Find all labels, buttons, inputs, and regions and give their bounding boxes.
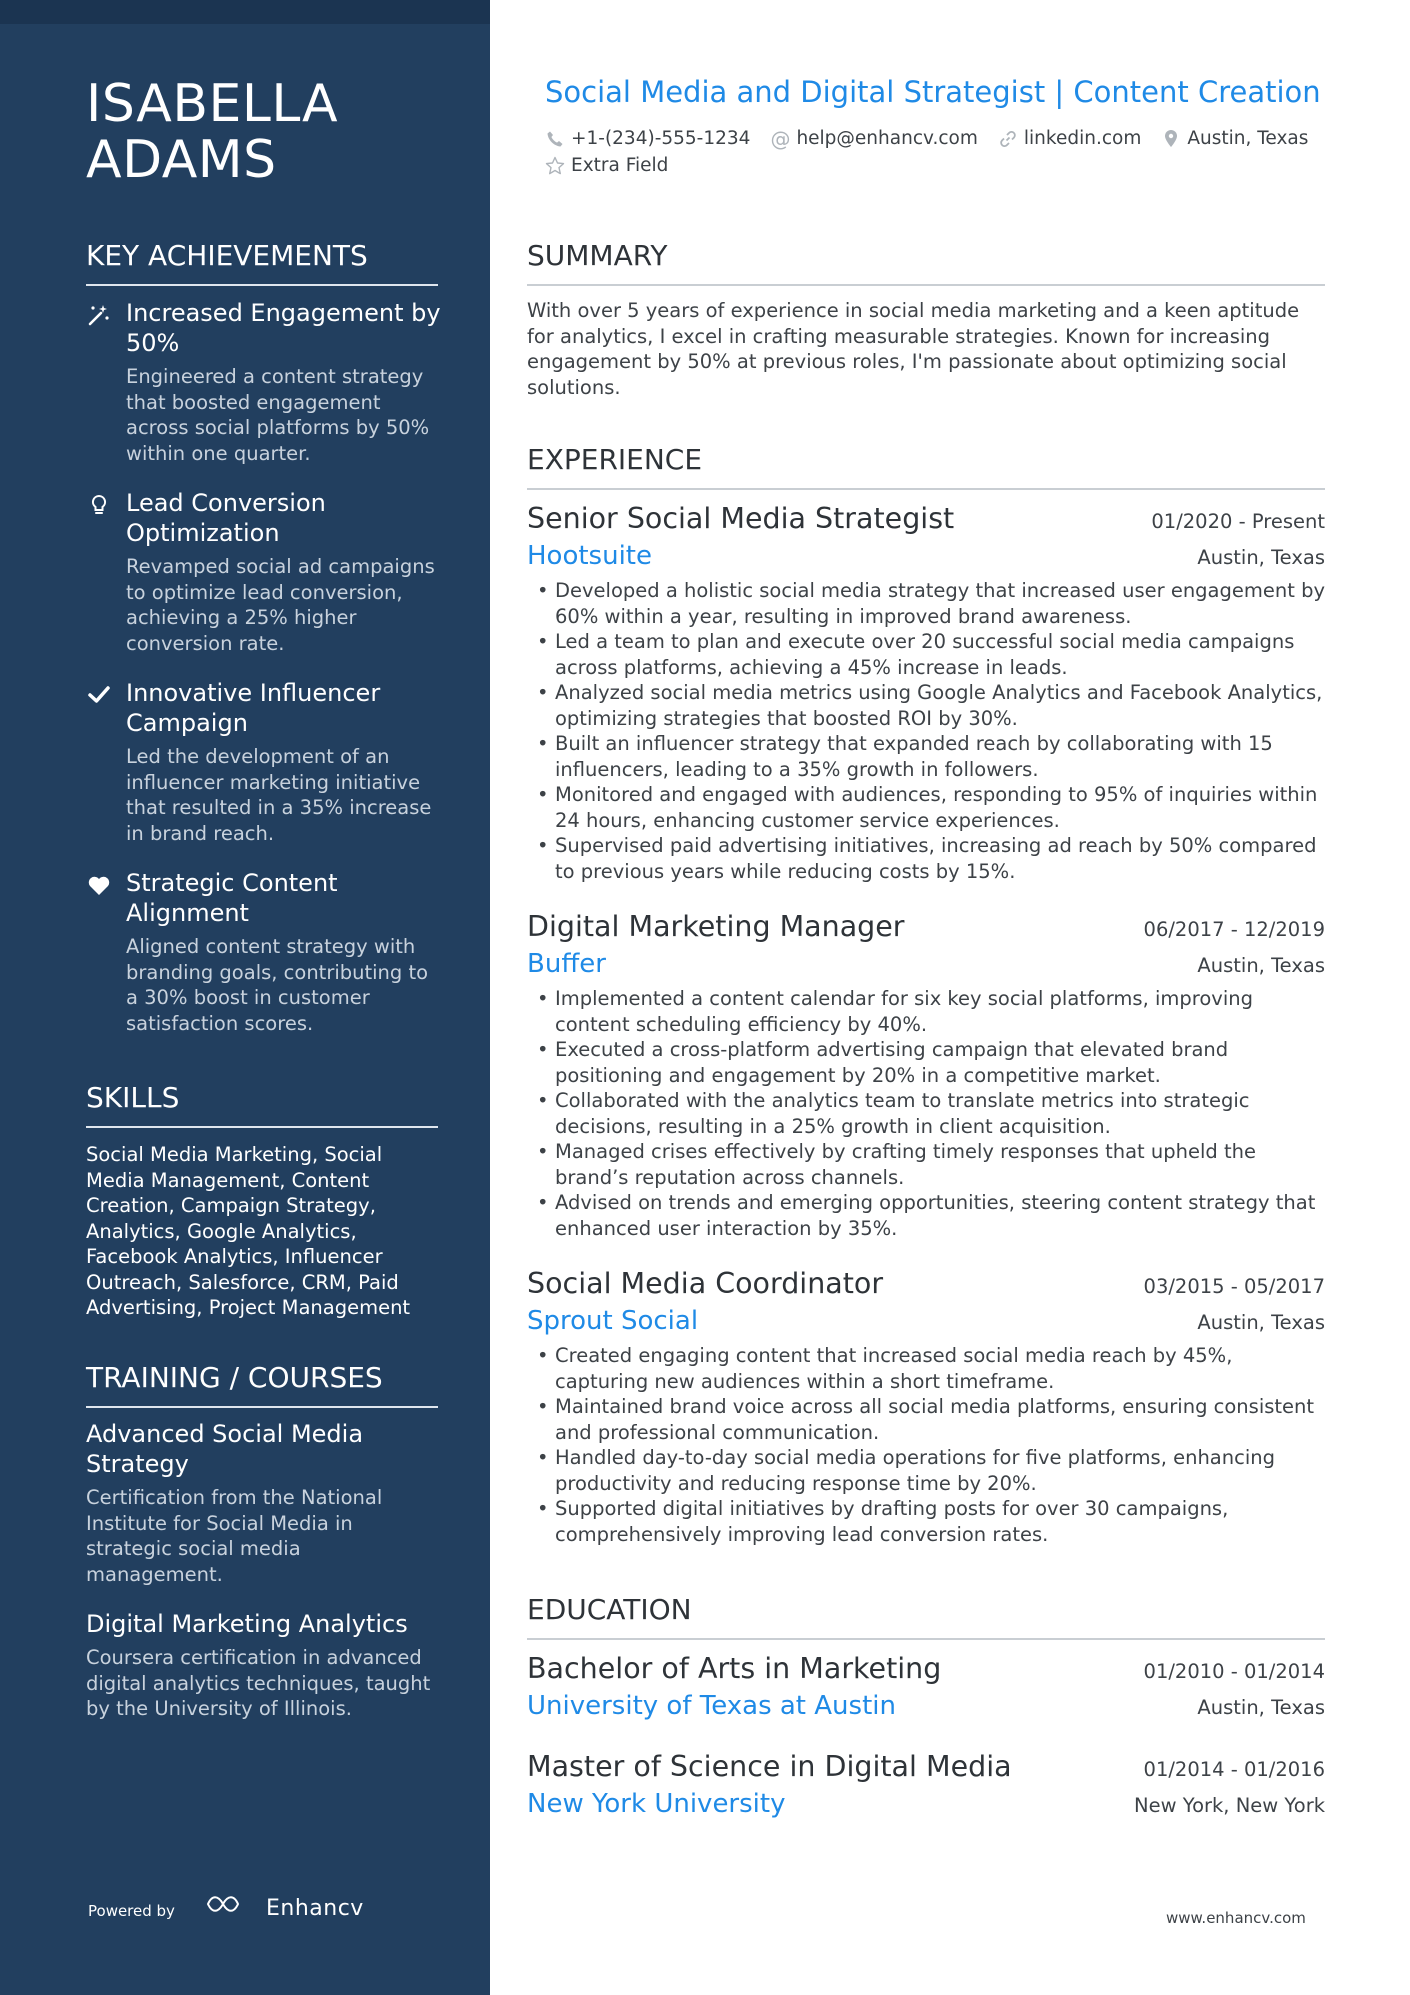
training-heading: TRAINING / COURSES (86, 1360, 438, 1408)
job-bullet: • Supported digital initiatives by drafting posts for over 30 campaigns, comprehensively improving lead conversion rates. (527, 1496, 1325, 1547)
job-bullet: • Analyzed social media metrics using Google Analytics and Facebook Analytics, optimizing strategies that boosted ROI by 30%. (527, 680, 1325, 731)
job-location: Austin, Texas (1197, 954, 1325, 977)
location-pin-icon (1161, 129, 1181, 149)
skills-list: Social Media Marketing, Social Media Management, Content Creation, Campaign Strategy, Analytics, Google Analytics, Facebook Analytics, Influencer Outreach, Salesforce, CRM, Paid Advertising, Project Management (86, 1143, 411, 1319)
degree-title: Bachelor of Arts in Marketing (527, 1652, 942, 1685)
experience-heading: EXPERIENCE (527, 442, 1325, 490)
job-title: Digital Marketing Manager (527, 910, 905, 943)
job-bullet: • Executed a cross-platform advertising campaign that elevated brand positioning and engagement by 20% in a competitive market. (527, 1037, 1325, 1088)
experience-item (527, 908, 1325, 1241)
education-heading: EDUCATION (527, 1592, 1325, 1640)
star-icon (545, 156, 565, 176)
contact-linkedin[interactable] (998, 128, 1141, 149)
job-location: Austin, Texas (1197, 546, 1325, 569)
headline: Social Media and Digital Strategist | Content Creation (545, 75, 1321, 109)
sidebar-top-band (0, 0, 490, 24)
job-bullet: • Developed a holistic social media strategy that increased user engagement by 60% within a year, resulting in improved brand awareness. (527, 578, 1325, 629)
achievement-title: Lead Conversion Optimization (126, 489, 326, 547)
job-date: 01/2020 - Present (1151, 510, 1325, 533)
location-text: Austin, Texas (1187, 128, 1309, 149)
summary-text: With over 5 years of experience in social media marketing and a keen aptitude for analytics, I excel in crafting measurable strategies. Known for increasing engagement by 50% at previous roles, I'm passionate about optimizing social solutions. (527, 299, 1300, 399)
achievement-item (86, 488, 446, 656)
powered-by-label: Powered by (88, 1902, 175, 1920)
contact-phone[interactable] (545, 128, 750, 149)
experience-item (527, 1265, 1325, 1547)
job-bullet: • Led a team to plan and execute over 20 successful social media campaigns across platforms, achieving a 45% increase in leads. (527, 629, 1325, 680)
magic-wand-icon (86, 302, 112, 328)
achievement-item (86, 678, 446, 846)
job-bullets (527, 578, 1325, 884)
enhancv-brand[interactable]: Enhancv (266, 1896, 364, 1921)
linkedin-text: linkedin.com (1023, 128, 1142, 149)
job-company: Sprout Social (527, 1306, 699, 1336)
achievement-title: Increased Engagement by 50% (126, 299, 441, 357)
job-company: Buffer (527, 949, 606, 979)
candidate-name: ISABELLA ADAMS (86, 74, 339, 190)
achievement-description: Aligned content strategy with branding goals, contributing to a 30% boost in customer satisfaction scores. (126, 935, 429, 1035)
job-company: Hootsuite (527, 541, 652, 571)
contact-extra (545, 155, 668, 176)
school-name: New York University (527, 1789, 786, 1819)
enhancv-logo-icon (206, 1893, 240, 1915)
at-sign-icon: @ (770, 126, 791, 151)
experience-item (527, 500, 1325, 884)
footer-website[interactable]: www.enhancv.com (1166, 1909, 1306, 1927)
achievement-item (86, 298, 446, 466)
achievement-description: Led the development of an influencer marketing initiative that resulted in a 35% increase in brand reach. (126, 745, 432, 845)
job-bullets (527, 1343, 1325, 1547)
achievement-title: Strategic Content Alignment (126, 869, 338, 927)
checkmark-icon (86, 682, 112, 708)
summary-heading: SUMMARY (527, 238, 1325, 286)
course-description: Coursera certification in advanced digital analytics techniques, taught by the University of Illinois. (86, 1646, 431, 1720)
job-bullet: • Handled day-to-day social media operations for five platforms, enhancing productivity and reducing response time by 20%. (527, 1445, 1325, 1496)
achievement-description: Engineered a content strategy that boosted engagement across social platforms by 50% within one quarter. (126, 365, 430, 465)
job-bullet: • Managed crises effectively by crafting timely responses that upheld the brand’s reputation across channels. (527, 1139, 1325, 1190)
education-date: 01/2010 - 01/2014 (1143, 1660, 1325, 1683)
sidebar (0, 0, 490, 1995)
extra-field-text: Extra Field (571, 155, 669, 176)
heart-icon (86, 872, 112, 898)
achievements-heading: KEY ACHIEVEMENTS (86, 238, 438, 286)
phone-icon (545, 129, 565, 149)
job-bullet: • Implemented a content calendar for six key social platforms, improving content scheduling efficiency by 40%. (527, 986, 1325, 1037)
course-description: Certification from the National Institute for Social Media in strategic social media management. (86, 1486, 383, 1586)
school-name: University of Texas at Austin (527, 1691, 896, 1721)
contact-email[interactable] (770, 128, 977, 149)
phone-text: +1-(234)-555-1234 (571, 128, 751, 149)
contact-row-extra (545, 155, 688, 176)
education-item (527, 1748, 1325, 1822)
course-title: Advanced Social Media Strategy (86, 1420, 364, 1478)
skills-heading: SKILLS (86, 1080, 438, 1128)
job-bullet: • Monitored and engaged with audiences, responding to 95% of inquiries within 24 hours, enhancing customer service experiences. (527, 782, 1325, 833)
job-title: Social Media Coordinator (527, 1267, 884, 1300)
job-bullet: • Maintained brand voice across all social media platforms, ensuring consistent and professional communication. (527, 1394, 1325, 1445)
achievement-description: Revamped social ad campaigns to optimize lead conversion, achieving a 25% higher conversion rate. (126, 555, 435, 655)
lightbulb-icon (86, 492, 112, 518)
main-content (527, 0, 1325, 1995)
job-bullet: • Supervised paid advertising initiatives, increasing ad reach by 50% compared to previous years while reducing costs by 15%. (527, 833, 1325, 884)
email-text: help@enhancv.com (796, 128, 978, 149)
job-title: Senior Social Media Strategist (527, 502, 955, 535)
job-bullet: • Advised on trends and emerging opportunities, steering content strategy that enhanced user interaction by 35%. (527, 1190, 1325, 1241)
job-location: Austin, Texas (1197, 1311, 1325, 1334)
achievement-item (86, 868, 446, 1036)
contact-row (545, 128, 1328, 149)
job-bullet: • Built an influencer strategy that expanded reach by collaborating with 15 influencers, leading to a 35% growth in followers. (527, 731, 1325, 782)
course-item (86, 1609, 438, 1722)
job-bullet: • Collaborated with the analytics team to translate metrics into strategic decisions, resulting in a 25% growth in client acquisition. (527, 1088, 1325, 1139)
education-item (527, 1650, 1325, 1724)
course-item (86, 1419, 438, 1587)
education-location: Austin, Texas (1197, 1696, 1325, 1719)
job-date: 06/2017 - 12/2019 (1143, 918, 1325, 941)
achievement-title: Innovative Influencer Campaign (126, 679, 381, 737)
education-location: New York, New York (1134, 1794, 1325, 1817)
job-date: 03/2015 - 05/2017 (1143, 1275, 1325, 1298)
job-bullets (527, 986, 1325, 1241)
contact-location (1161, 128, 1308, 149)
link-icon (998, 129, 1018, 149)
course-title: Digital Marketing Analytics (86, 1610, 408, 1638)
education-date: 01/2014 - 01/2016 (1143, 1758, 1325, 1781)
job-bullet: • Created engaging content that increased social media reach by 45%, capturing new audiences within a short timeframe. (527, 1343, 1325, 1394)
degree-title: Master of Science in Digital Media (527, 1750, 1012, 1783)
